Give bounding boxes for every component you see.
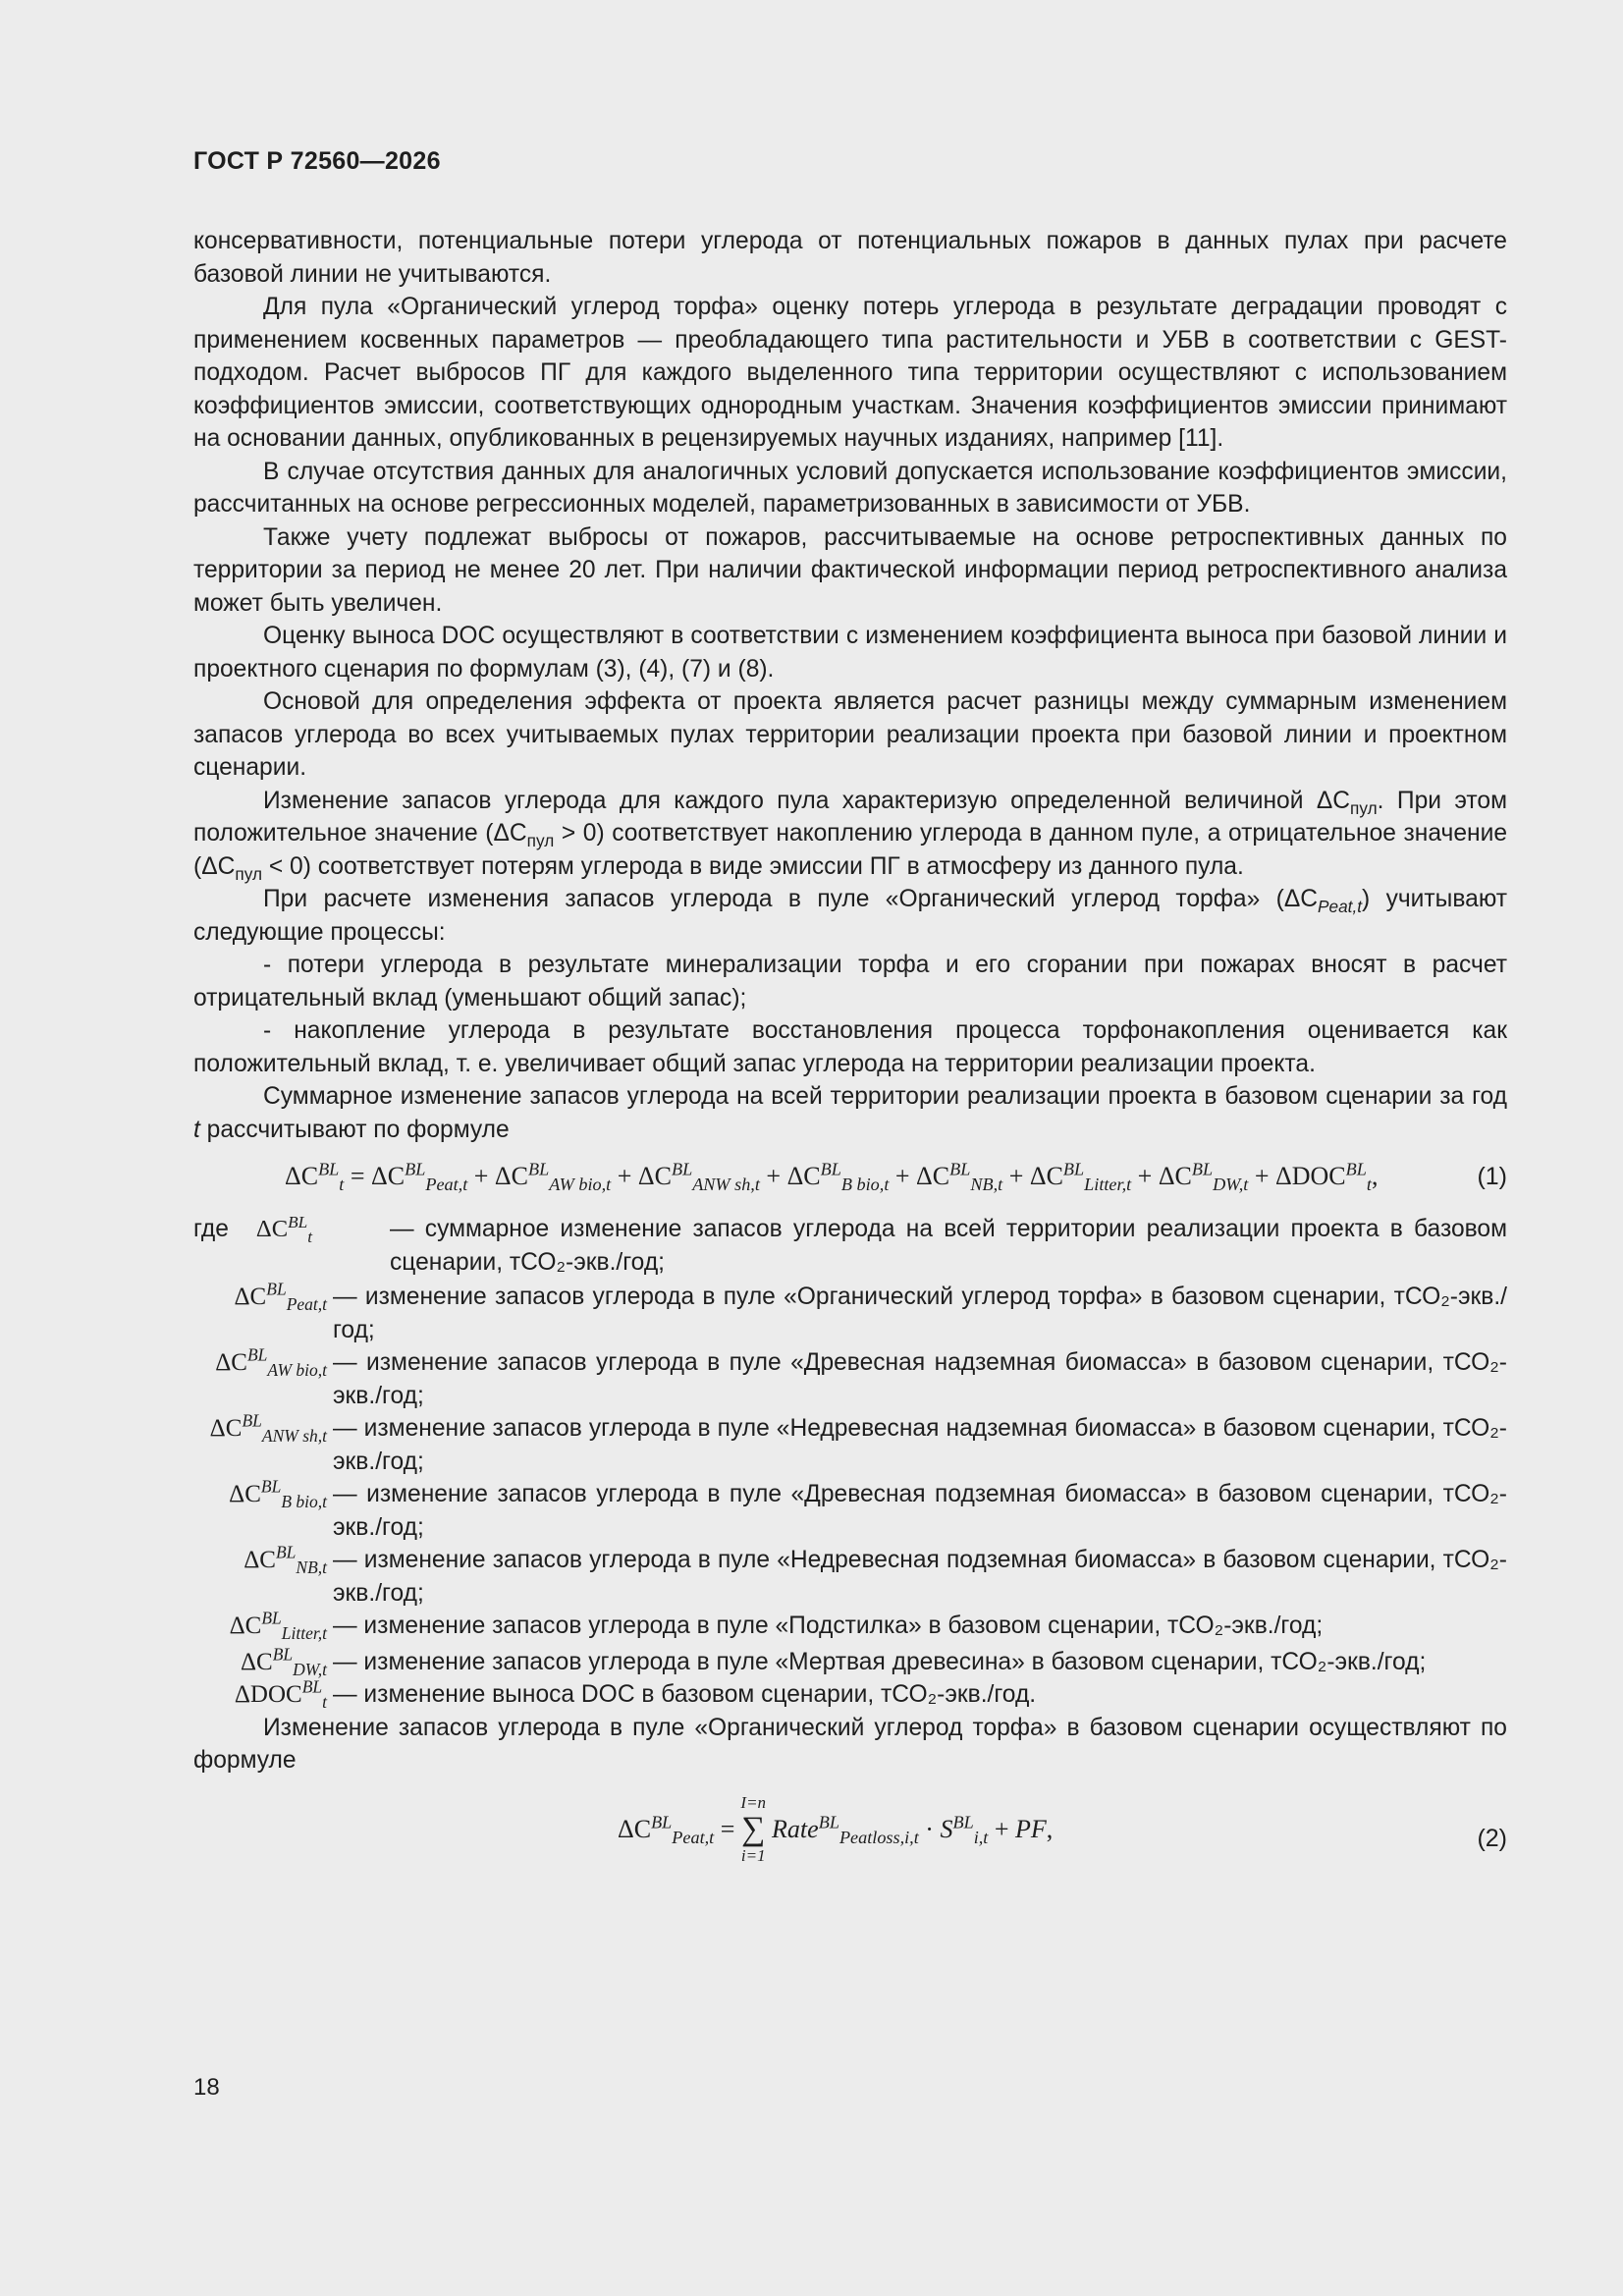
document-header: ГОСТ Р 72560—2026 — [193, 147, 441, 175]
page-number: 18 — [193, 2074, 220, 2101]
where-label: где $\Delta C^{BL}_t$ — [193, 1212, 313, 1246]
def-text: — изменение запасов углерода в пуле «Древесная подземная биомасса» в базовом сценарии, тСО₂-экв./год; — [333, 1481, 1507, 1541]
paragraph: При расчете изменения запасов углерода в пуле «Органический углерод торфа» $(\Delta С_{Peat,t})$ учитывают следующие процессы: — [193, 886, 1507, 946]
def-text: — изменение запасов углерода в пуле «Мертвая древесина» в базовом сценарии, тСО₂-экв./год; — [333, 1648, 1427, 1675]
definition-row — [193, 1412, 1507, 1478]
definition-row — [193, 1346, 1507, 1412]
bullet-item: - накопление углерода в результате восстановления процесса торфонакопления оценивается как положительный вклад, т. е. увеличивает общий запас углерода на территории реализации проекта. — [193, 1017, 1507, 1077]
formula-2 — [193, 1785, 1507, 1893]
def-text: — изменение выноса DOC в базовом сценарии, тСО₂-экв./год. — [333, 1681, 1037, 1708]
paragraph: Основой для определения эффекта от проекта является расчет разницы между суммарным изменением запасов углерода во всех учитываемых пулах территории реализации проекта при базовой линии и проектном сценарии. — [193, 688, 1507, 781]
definition-row — [193, 1544, 1507, 1610]
formula-2-expression: $\Delta C^{BL}_{Peat,t}$ = I=n ∑ i=1 Rate$^{BL}_{Peatloss,i,t}$ · $S^{BL}_{i,t}$ + PF, — [618, 1792, 1054, 1865]
formula-2-number: (2) — [1477, 1824, 1507, 1852]
definition-row — [193, 1478, 1507, 1544]
def-text: — суммарное изменение запасов углерода на всей территории реализации проекта в базовом сценарии, тСО₂-экв./год; — [390, 1216, 1507, 1276]
def-symbol: $\Delta C^{BL}_{AW bio,t}$ — [215, 1344, 327, 1380]
formula-1-number: (1) — [1477, 1163, 1507, 1190]
body-text — [193, 225, 1507, 1893]
def-text: — изменение запасов углерода в пуле «Древесная надземная биомасса» в базовом сценарии, тСО₂-экв./год; — [333, 1349, 1507, 1409]
def-text: — изменение запасов углерода в пуле «Недревесная надземная биомасса» в базовом сценарии, тСО₂-экв./год; — [333, 1415, 1507, 1475]
definition-row — [193, 1678, 1507, 1712]
def-symbol: $\Delta C^{BL}_{ANW sh,t}$ — [209, 1410, 327, 1446]
paragraph: Также учету подлежат выбросы от пожаров, рассчитываемые на основе ретроспективных данных по территории за период не менее 20 лет. При наличии фактической информации период ретроспективного анализа может быть увеличен. — [193, 523, 1507, 617]
paragraph: Суммарное изменение запасов углерода на всей территории реализации проекта в базовом сценарии за год t рассчитывают по формуле — [193, 1083, 1507, 1143]
definitions-table-cont — [193, 1281, 1507, 1712]
def-symbol: $\Delta DOC^{BL}_t$ — [234, 1676, 327, 1712]
def-symbol: $\Delta C^{BL}_{Peat,t}$ — [234, 1279, 327, 1314]
paragraph: В случае отсутствия данных для аналогичных условий допускается использование коэффициентов эмиссии, рассчитанных на основе регрессионных моделей, параметризованных в зависимости от УБВ. — [193, 458, 1507, 518]
sum-operator: I=n ∑ i=1 — [740, 1792, 767, 1865]
def-text: — изменение запасов углерода в пуле «Подстилка» в базовом сценарии, тСО₂-экв./год; — [333, 1613, 1324, 1639]
definition-row — [193, 1281, 1507, 1346]
paragraph: Для пула «Органический углерод торфа» оценку потерь углерода в результате деградации проводят с применением косвенных параметров — преобладающего типа растительности и УБВ в соответствии с GEST-подходом. Расчет выбросов ПГ для каждого выделенного типа территории осуществляют с использованием коэффициентов эмиссии, соответствующих однородным участкам. Значения коэффициентов эмиссии принимают на основании данных, опубликованных в рецензируемых научных изданиях, например [11]. — [193, 294, 1507, 452]
paragraph: консервативности, потенциальные потери углерода от потенциальных пожаров в данных пулах при расчете базовой линии не учитываются. — [193, 228, 1507, 288]
definition-row — [193, 1646, 1507, 1679]
def-symbol: $\Delta C^{BL}_{Litter,t}$ — [229, 1608, 327, 1643]
def-symbol: $\Delta C^{BL}_{B bio,t}$ — [229, 1476, 327, 1511]
formula-1-expression: $\Delta C^{BL}_t = \Delta C^{BL}_{Peat,t} + \Delta C^{BL}_{AW bio,t} + \Delta C^{BL}_{ANW sh,t} + \Delta C^{BL}_{B bio,t} + \Delta C^{BL}_{NB,t} + \Delta C^{BL}_{Litter,t} + \Delta C^{BL}_{DW,t} + \Delta DOC^{BL}_t$, — [285, 1159, 1379, 1195]
definitions-table — [193, 1213, 1507, 1279]
def-symbol: $\Delta C^{BL}_t$ — [255, 1212, 313, 1246]
paragraph: Оценку выноса DOC осуществляют в соответствии с изменением коэффициента выноса при базовой линии и проектного сценария по формулам (3), (4), (7) и (8). — [193, 623, 1507, 683]
formula-1 — [193, 1152, 1507, 1207]
bullet-item: - потери углерода в результате минерализации торфа и его сгорании при пожарах вносят в расчет отрицательный вклад (уменьшают общий запас); — [193, 952, 1507, 1011]
definition-row — [193, 1610, 1507, 1646]
def-text: — изменение запасов углерода в пуле «Органический углерод торфа» в базовом сценарии, тСО₂-экв./год; — [333, 1284, 1507, 1343]
def-symbol: $\Delta C^{BL}_{DW,t}$ — [240, 1644, 327, 1679]
def-text: — изменение запасов углерода в пуле «Недревесная подземная биомасса» в базовом сценарии, тСО₂-экв./год; — [333, 1547, 1507, 1607]
definition-row — [193, 1213, 1507, 1279]
paragraph: Изменение запасов углерода в пуле «Органический углерод торфа» в базовом сценарии осуществляют по формуле — [193, 1714, 1507, 1774]
def-symbol: $\Delta C^{BL}_{NB,t}$ — [243, 1542, 327, 1577]
paragraph: Изменение запасов углерода для каждого пула характеризую определенной величиной $\Delta С_{пул}$. При этом положительное значение $(\Delta С_{пул} > 0)$ соответствует накоплению углерода в данном пуле, а отрицательное значение $(\Delta С_{пул} < 0)$ соответствует потерям углерода в виде эмиссии ПГ в атмосферу из данного пула. — [193, 787, 1508, 884]
